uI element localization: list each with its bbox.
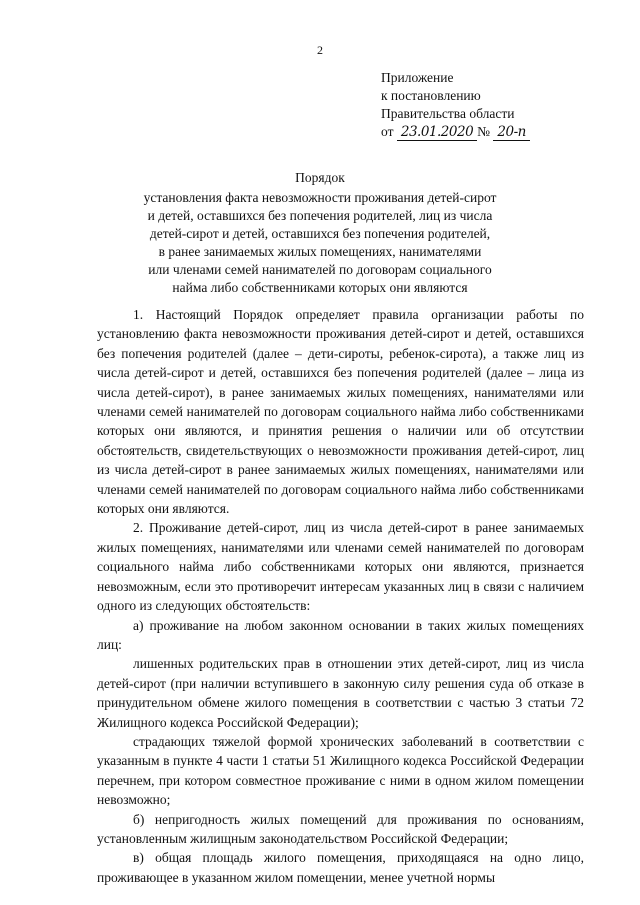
appendix-line-3: Правительства области (381, 106, 515, 121)
document-heading (0, 169, 640, 297)
handwritten-number: 20-п (493, 124, 529, 141)
document-title: Порядок (295, 170, 345, 185)
heading-line: установления факта невозможности проживания детей-сирот (143, 190, 497, 205)
paragraph-2a: а) проживание на любом законном основании в таких жилых помещениях лиц: (97, 617, 584, 652)
appendix-block (381, 69, 621, 141)
handwritten-date: 23.01.2020 (397, 124, 477, 141)
from-label: от (381, 124, 394, 139)
page-number: 2 (317, 43, 323, 57)
paragraph-2a-item-2: страдающих тяжелой формой хронических заболеваний в соответствии с указанным в пункте 4 части 1 статьи 51 Жилищного кодекса Российской Федерации перечнем, при котором совместное проживание с ними в одном жилом помещении невозможно; (97, 733, 584, 808)
heading-line: детей-сирот и детей, оставшихся без попечения родителей, (149, 226, 491, 241)
document-body (97, 305, 584, 887)
number-label: № (477, 124, 491, 139)
paragraph-1: 1. Настоящий Порядок определяет правила организации работы по установлению факта невозможности проживания детей-сирот и детей, оставшихся без попечения родителей (далее – дети-сироты, ребенок-сирота), а также лиц из числа детей-сирот и детей, оставшихся без попечения родителей (далее – лица из числа детей-сирот), в ранее занимаемых жилых помещениях, нанимателями или членами семей нанимателей по договорам социального найма либо собственниками которых они являются, и принятия решения о наличии или об отсутствии обстоятельств, свидетельствующих о невозможности проживания детей-сирот, лиц из числа детей-сирот в ранее занимаемых жилых помещениях, нанимателями или членами семей нанимателей по договорам социального найма либо собственниками которых они являются. (97, 307, 584, 517)
heading-line: в ранее занимаемых жилых помещениях, нанимателями (158, 244, 482, 259)
appendix-date-line (381, 123, 621, 141)
paragraph-2c: в) общая площадь жилого помещения, приходящаяся на одно лицо, проживающее в указанном жилом помещении, менее учетной нормы (97, 850, 584, 885)
paragraph-2: 2. Проживание детей-сирот, лиц из числа детей-сирот в ранее занимаемых жилых помещениях, нанимателями или членами семей нанимателей по договорам социального найма либо собственниками которых они являются, признается невозможным, если это противоречит интересам указанных лиц в связи с наличием одного из следующих обстоятельств: (97, 520, 584, 614)
heading-line: или членами семей нанимателей по договорам социального (148, 262, 492, 277)
paragraph-2b: б) непригодность жилых помещений для проживания по основаниям, установленным жилищным законодательством Российской Федерации; (97, 811, 584, 846)
heading-line: найма либо собственниками которых они являются (172, 280, 468, 295)
appendix-line-2: к постановлению (381, 88, 481, 103)
paragraph-2a-item-1: лишенных родительских прав в отношении этих детей-сирот, лиц из числа детей-сирот (при наличии вступившего в законную силу решения суда об отказе в принудительном обмене жилого помещения в соответствии с частью 3 статьи 72 Жилищного кодекса Российской Федерации); (97, 656, 584, 730)
appendix-line-1: Приложение (381, 70, 454, 85)
heading-line: и детей, оставшихся без попечения родителей, лиц из числа (147, 208, 493, 223)
